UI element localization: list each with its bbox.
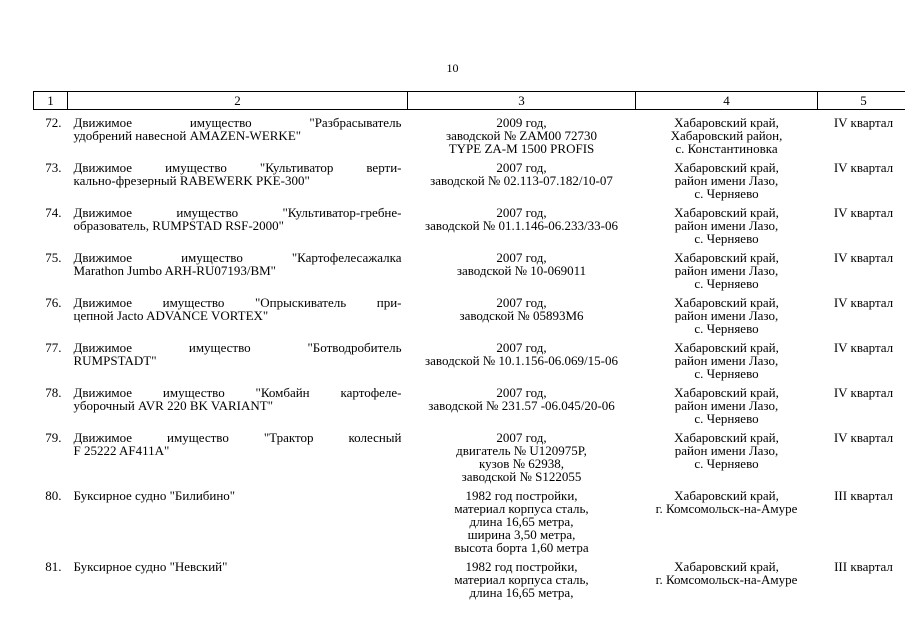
item-name-line: F 25222 AF411A" <box>73 443 170 458</box>
item-location-line: район имени Лазо, <box>674 353 779 368</box>
item-location-line: Хабаровский край, <box>674 295 779 310</box>
item-details-line: заводской № ZAM00 72730 <box>445 128 598 143</box>
item-name <box>68 431 408 489</box>
item-location-line: район имени Лазо, <box>674 308 779 323</box>
item-name <box>68 386 408 431</box>
item-details-line: заводской № 10.1.156-06.069/15-06 <box>424 353 618 368</box>
item-location <box>636 341 818 386</box>
item-name-line: Движимое имущество "Культиватор верти- <box>73 160 402 175</box>
item-location <box>636 431 818 489</box>
item-details-line: длина 16,65 метра, <box>469 514 574 529</box>
item-location-line: с. Черняево <box>694 411 759 426</box>
table-row <box>34 431 905 489</box>
item-name-line: кально-фрезерный RABEWERK PKE-300" <box>73 173 310 188</box>
item-details-line: заводской № 05893M6 <box>459 308 584 323</box>
table-row <box>34 560 905 605</box>
row-number: 72. <box>45 115 62 130</box>
item-location <box>636 386 818 431</box>
item-name <box>68 489 408 560</box>
item-details-line: 2007 год, <box>496 250 547 265</box>
item-details-line: 2007 год, <box>496 385 547 400</box>
item-location-line: Хабаровский край, <box>674 488 779 503</box>
column-header-3: 3 <box>408 92 636 110</box>
item-name <box>68 110 408 162</box>
item-name-line: Буксирное судно "Билибино" <box>73 488 236 503</box>
page-number: 10 <box>446 61 459 75</box>
item-name-line: образователь, RUMPSTAD RSF-2000" <box>73 218 284 233</box>
table-row <box>34 161 905 206</box>
item-name-line: Движимое имущество "Ботводробитель <box>73 340 402 355</box>
item-location-line: Хабаровский край, <box>674 205 779 220</box>
column-header-1: 1 <box>34 92 68 110</box>
item-details <box>408 386 636 431</box>
item-details-line: заводской № 231.57 -06.045/20-06 <box>428 398 615 413</box>
item-location-line: район имени Лазо, <box>674 173 779 188</box>
item-location-line: Хабаровский край, <box>674 250 779 265</box>
table-row <box>34 341 905 386</box>
item-name-line: RUMPSTADT" <box>73 353 157 368</box>
item-location <box>636 206 818 251</box>
item-details-line: заводской № 10-069011 <box>456 263 587 278</box>
item-details-line: 2007 год, <box>496 205 547 220</box>
item-name-line: Движимое имущество "Опрыскиватель при- <box>73 295 402 310</box>
item-details-line: ширина 3,50 метра, <box>467 527 576 542</box>
row-number: 80. <box>45 488 62 503</box>
item-location-line: с. Черняево <box>694 231 759 246</box>
item-period: IV квартал <box>833 115 894 130</box>
item-location-line: Хабаровский край, <box>674 430 779 445</box>
item-name-line: удобрений навесной AMAZEN-WERKE" <box>73 128 302 143</box>
item-name-line: Движимое имущество "Трактор колесный <box>73 430 402 445</box>
item-details-line: 2007 год, <box>496 160 547 175</box>
item-location <box>636 110 818 162</box>
table-row <box>34 110 905 162</box>
row-number: 78. <box>45 385 62 400</box>
table-row <box>34 206 905 251</box>
item-details-line: заводской № 01.1.146-06.233/33-06 <box>424 218 618 233</box>
item-details <box>408 341 636 386</box>
item-location-line: г. Комсомольск-на-Амуре <box>655 572 798 587</box>
column-header-4: 4 <box>636 92 818 110</box>
row-number: 77. <box>45 340 62 355</box>
item-details-line: материал корпуса сталь, <box>454 572 589 587</box>
item-details <box>408 560 636 605</box>
item-details-line: материал корпуса сталь, <box>454 501 589 516</box>
item-details-line: высота борта 1,60 метра <box>454 540 589 555</box>
item-location <box>636 296 818 341</box>
item-details-line: 2007 год, <box>496 295 547 310</box>
item-details <box>408 206 636 251</box>
item-name-line: цепной Jacto ADVANCE VORTEX" <box>73 308 269 323</box>
item-name-line: Буксирное судно "Невский" <box>73 559 228 574</box>
item-location-line: Хабаровский край, <box>674 340 779 355</box>
item-details-line: заводской № 02.113-07.182/10-07 <box>430 173 613 188</box>
item-period: IV квартал <box>833 160 894 175</box>
column-header-2: 2 <box>68 92 408 110</box>
item-name <box>68 206 408 251</box>
item-location-line: с. Черняево <box>694 321 759 336</box>
row-number: 79. <box>45 430 62 445</box>
item-period: IV квартал <box>833 340 894 355</box>
item-location-line: с. Константиновка <box>675 141 778 156</box>
item-name <box>68 341 408 386</box>
item-details-line: TYPE ZA-M 1500 PROFIS <box>448 141 595 156</box>
item-name-line: Marathon Jumbo ARH-RU07193/BM" <box>73 263 276 278</box>
item-details <box>408 431 636 489</box>
item-name-line: Движимое имущество "Культиватор-гребне- <box>73 205 402 220</box>
item-details-line: двигатель № U120975P, <box>456 443 587 458</box>
item-name <box>68 161 408 206</box>
row-number: 75. <box>45 250 62 265</box>
item-period: IV квартал <box>833 250 894 265</box>
table-row <box>34 489 905 560</box>
item-location-line: с. Черняево <box>694 186 759 201</box>
item-period: III квартал <box>834 488 893 503</box>
item-name <box>68 296 408 341</box>
item-name-line: Движимое имущество "Комбайн картофеле- <box>73 385 402 400</box>
item-location-line: Хабаровский район, <box>670 128 783 143</box>
item-details-line: длина 16,65 метра, <box>469 585 574 600</box>
item-period: IV квартал <box>833 430 894 445</box>
item-name-line: Движимое имущество "Разбрасыватель <box>73 115 402 130</box>
row-number: 81. <box>45 559 62 574</box>
item-location-line: Хабаровский край, <box>674 385 779 400</box>
item-details <box>408 110 636 162</box>
item-details-line: 2007 год, <box>496 340 547 355</box>
item-name-line: уборочный AVR 220 BK VARIANT" <box>73 398 274 413</box>
item-period: IV квартал <box>833 385 894 400</box>
item-name <box>68 560 408 605</box>
table-row <box>34 251 905 296</box>
item-location <box>636 489 818 560</box>
item-location-line: Хабаровский край, <box>674 115 779 130</box>
item-location-line: Хабаровский край, <box>674 559 779 574</box>
row-number: 74. <box>45 205 62 220</box>
item-details-line: 2007 год, <box>496 430 547 445</box>
item-period: III квартал <box>834 559 893 574</box>
column-header-5: 5 <box>818 92 905 110</box>
item-location <box>636 161 818 206</box>
item-details-line: заводской № S122055 <box>461 469 582 484</box>
table-header-row <box>34 92 905 110</box>
table-body <box>34 110 905 606</box>
item-location <box>636 251 818 296</box>
row-number: 73. <box>45 160 62 175</box>
item-period: IV квартал <box>833 295 894 310</box>
item-location-line: Хабаровский край, <box>674 160 779 175</box>
item-details-line: 1982 год постройки, <box>465 559 578 574</box>
item-details <box>408 251 636 296</box>
item-location-line: с. Черняево <box>694 276 759 291</box>
item-details <box>408 489 636 560</box>
row-number: 76. <box>45 295 62 310</box>
table-row <box>34 296 905 341</box>
item-location-line: район имени Лазо, <box>674 443 779 458</box>
item-location-line: г. Комсомольск-на-Амуре <box>655 501 798 516</box>
item-name <box>68 251 408 296</box>
item-details-line: кузов № 62938, <box>479 456 564 471</box>
item-name-line: Движимое имущество "Картофелесажалка <box>73 250 402 265</box>
item-details-line: 1982 год постройки, <box>465 488 578 503</box>
item-details <box>408 296 636 341</box>
property-table <box>33 91 905 605</box>
item-location <box>636 560 818 605</box>
table-row <box>34 386 905 431</box>
item-location-line: с. Черняево <box>694 456 759 471</box>
item-location-line: с. Черняево <box>694 366 759 381</box>
item-period: IV квартал <box>833 205 894 220</box>
item-location-line: район имени Лазо, <box>674 263 779 278</box>
item-details-line: 2009 год, <box>496 115 547 130</box>
item-location-line: район имени Лазо, <box>674 218 779 233</box>
item-details <box>408 161 636 206</box>
item-location-line: район имени Лазо, <box>674 398 779 413</box>
